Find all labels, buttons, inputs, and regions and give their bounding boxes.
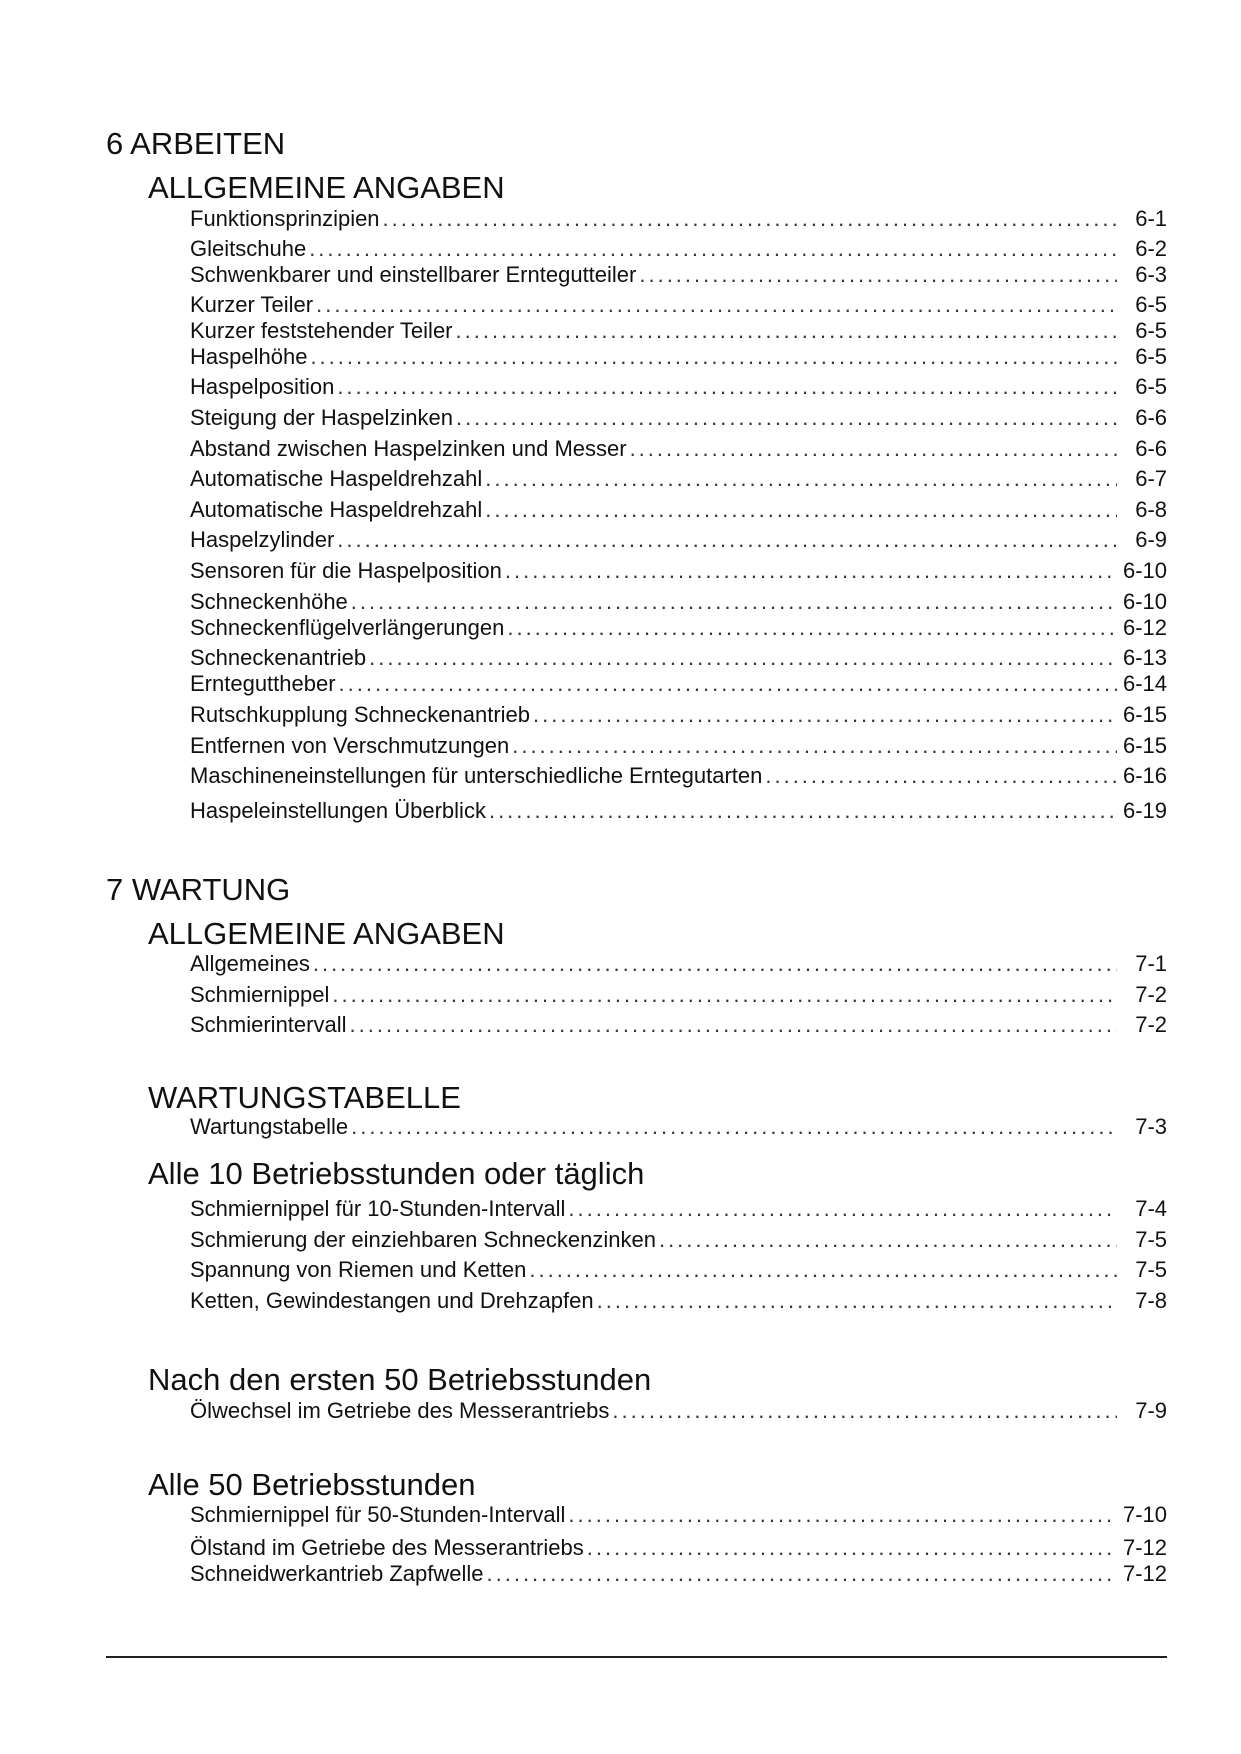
toc-entry-page: 6-5 <box>1135 292 1167 317</box>
leader-dots <box>639 262 1117 288</box>
toc-entry-page: 7-5 <box>1135 1227 1167 1252</box>
toc-entry[interactable] <box>190 405 1167 431</box>
toc-entry-title: Haspeleinstellungen Überblick <box>190 798 486 823</box>
leader-dots <box>659 1227 1117 1253</box>
leader-dots <box>369 645 1117 671</box>
toc-entry[interactable] <box>190 702 1167 728</box>
toc-entry-page: 6-12 <box>1123 615 1168 640</box>
toc-entry[interactable] <box>190 436 1167 462</box>
leader-dots <box>351 1114 1117 1140</box>
toc-entry[interactable] <box>190 1535 1167 1561</box>
toc-entry-page: 7-12 <box>1123 1561 1168 1586</box>
toc-entry-page: 7-4 <box>1135 1196 1167 1221</box>
section-heading: ALLGEMEINE ANGABEN <box>148 916 505 951</box>
leader-dots <box>487 1561 1118 1587</box>
toc-entry[interactable] <box>190 497 1167 523</box>
toc-entry-page: 6-7 <box>1135 466 1167 491</box>
toc-entry[interactable] <box>190 318 1167 344</box>
leader-dots <box>597 1288 1117 1314</box>
footer-divider <box>106 1656 1167 1658</box>
toc-entry[interactable] <box>190 527 1167 553</box>
toc-entry-title: Haspelposition <box>190 374 335 399</box>
toc-entry-title: Schmierintervall <box>190 1012 347 1037</box>
toc-entry-page: 6-2 <box>1135 236 1167 261</box>
toc-entry-title: Schneckenhöhe <box>190 589 348 614</box>
leader-dots <box>505 558 1117 584</box>
section-heading: Alle 50 Betriebsstunden <box>148 1467 476 1502</box>
toc-entry[interactable] <box>190 262 1167 288</box>
leader-dots <box>337 374 1117 400</box>
leader-dots <box>316 292 1117 318</box>
leader-dots <box>587 1535 1117 1561</box>
toc-entry-page: 7-8 <box>1135 1288 1167 1313</box>
toc-entry-page: 6-6 <box>1135 405 1167 430</box>
leader-dots <box>339 671 1117 697</box>
toc-entry[interactable] <box>190 1114 1167 1140</box>
toc-entry[interactable] <box>190 1227 1167 1253</box>
toc-entry-title: Ernteguttheber <box>190 671 336 696</box>
toc-entry-title: Schneidwerkantrieb Zapfwelle <box>190 1561 484 1586</box>
toc-entry-title: Rutschkupplung Schneckenantrieb <box>190 702 531 727</box>
toc-entry-title: Spannung von Riemen und Ketten <box>190 1257 527 1282</box>
toc-entry[interactable] <box>190 558 1167 584</box>
toc-entry-page: 6-8 <box>1135 497 1167 522</box>
leader-dots <box>568 1502 1117 1528</box>
leader-dots <box>568 1196 1117 1222</box>
toc-entry[interactable] <box>190 236 1167 262</box>
toc-entry[interactable] <box>190 982 1167 1008</box>
toc-entry-page: 6-10 <box>1123 589 1168 614</box>
toc-entry[interactable] <box>190 589 1167 615</box>
toc-entry-page: 7-10 <box>1123 1502 1168 1527</box>
toc-entry[interactable] <box>190 1561 1167 1587</box>
toc-entry-title: Schneckenantrieb <box>190 645 367 670</box>
toc-entry-title: Haspelhöhe <box>190 344 308 369</box>
toc-entry[interactable] <box>190 951 1167 977</box>
toc-entry-title: Schneckenflügelverlängerungen <box>190 615 505 640</box>
toc-entry[interactable] <box>190 615 1167 641</box>
leader-dots <box>529 1257 1117 1283</box>
leader-dots <box>309 236 1117 262</box>
leader-dots <box>351 589 1117 615</box>
toc-entry-page: 7-1 <box>1135 951 1167 976</box>
toc-entry-page: 6-5 <box>1135 344 1167 369</box>
leader-dots <box>489 798 1117 824</box>
toc-entry-title: Automatische Haspeldrehzahl <box>190 466 483 491</box>
chapter-7-title: 7 WARTUNG <box>106 872 291 907</box>
toc-entry-title: Sensoren für die Haspelposition <box>190 558 502 583</box>
toc-entry-page: 7-2 <box>1135 982 1167 1007</box>
toc-entry-title: Ketten, Gewindestangen und Drehzapfen <box>190 1288 594 1313</box>
toc-entry-page: 6-1 <box>1135 206 1167 231</box>
leader-dots <box>383 206 1117 232</box>
leader-dots <box>512 733 1117 759</box>
toc-entry-page: 6-9 <box>1135 527 1167 552</box>
leader-dots <box>765 763 1117 789</box>
toc-entry-title: Maschineneinstellungen für unterschiedliche Erntegutarten <box>190 763 763 788</box>
leader-dots <box>313 951 1117 977</box>
leader-dots <box>485 466 1117 492</box>
toc-entry-title: Automatische Haspeldrehzahl <box>190 497 483 522</box>
section-heading: Alle 10 Betriebsstunden oder täglich <box>148 1156 645 1191</box>
toc-entry-title: Funktionsprinzipien <box>190 206 380 231</box>
leader-dots <box>630 436 1117 462</box>
toc-entry-title: Schmiernippel für 50-Stunden-Intervall <box>190 1502 566 1527</box>
toc-entry-page: 7-5 <box>1135 1257 1167 1282</box>
toc-entry-page: 6-5 <box>1135 318 1167 343</box>
toc-entry[interactable] <box>190 733 1167 759</box>
toc-entry-page: 7-9 <box>1135 1398 1167 1423</box>
leader-dots <box>533 702 1117 728</box>
toc-entry-title: Kurzer feststehender Teiler <box>190 318 453 343</box>
toc-entry[interactable] <box>190 344 1167 370</box>
toc-entry[interactable] <box>190 1502 1167 1528</box>
toc-entry-page: 6-14 <box>1123 671 1168 696</box>
section-heading: WARTUNGSTABELLE <box>148 1080 461 1115</box>
leader-dots <box>332 982 1117 1008</box>
toc-entry[interactable] <box>190 1398 1167 1424</box>
leader-dots <box>350 1012 1118 1038</box>
toc-entry[interactable] <box>190 798 1167 824</box>
toc-entry[interactable] <box>190 671 1167 697</box>
toc-entry-title: Schmiernippel <box>190 982 330 1007</box>
chapter-6-title: 6 ARBEITEN <box>106 126 286 161</box>
leader-dots <box>337 527 1117 553</box>
toc-entry-title: Kurzer Teiler <box>190 292 314 317</box>
toc-entry-title: Steigung der Haspelzinken <box>190 405 453 430</box>
toc-entry-title: Ölwechsel im Getriebe des Messerantriebs <box>190 1398 610 1423</box>
section-heading: Nach den ersten 50 Betriebsstunden <box>148 1362 652 1397</box>
toc-entry-title: Wartungstabelle <box>190 1114 349 1139</box>
toc-entry-title: Ölstand im Getriebe des Messerantriebs <box>190 1535 584 1560</box>
toc-entry[interactable] <box>190 645 1167 671</box>
toc-entry-page: 6-6 <box>1135 436 1167 461</box>
toc-entry-title: Abstand zwischen Haspelzinken und Messer <box>190 436 627 461</box>
toc-entry-page: 6-5 <box>1135 374 1167 399</box>
toc-entry-page: 6-15 <box>1123 733 1168 758</box>
toc-entry-page: 6-10 <box>1123 558 1168 583</box>
toc-entry[interactable] <box>190 206 1167 232</box>
leader-dots <box>310 344 1117 370</box>
toc-entry[interactable] <box>190 1288 1167 1314</box>
leader-dots <box>612 1398 1117 1424</box>
toc-entry-page: 6-3 <box>1135 262 1167 287</box>
toc-entry-page: 6-15 <box>1123 702 1168 727</box>
toc-entry-title: Entfernen von Verschmutzungen <box>190 733 510 758</box>
toc-entry-title: Schmierung der einziehbaren Schneckenzinken <box>190 1227 656 1252</box>
toc-entry-page: 6-13 <box>1123 645 1168 670</box>
toc-entry-page: 7-2 <box>1135 1012 1167 1037</box>
toc-entry[interactable] <box>190 292 1167 318</box>
toc-entry-page: 7-3 <box>1135 1114 1167 1139</box>
toc-entry[interactable] <box>190 374 1167 400</box>
toc-entry-page: 6-16 <box>1123 763 1168 788</box>
toc-entry[interactable] <box>190 1257 1167 1283</box>
leader-dots <box>485 497 1117 523</box>
leader-dots <box>507 615 1117 641</box>
leader-dots <box>456 405 1117 431</box>
chapter-6-section-heading: ALLGEMEINE ANGABEN <box>148 170 505 205</box>
toc-entry-page: 6-19 <box>1123 798 1168 823</box>
toc-entry[interactable] <box>190 1012 1167 1038</box>
toc-entry-title: Schwenkbarer und einstellbarer Erntegutteiler <box>190 262 637 287</box>
toc-entry-title: Haspelzylinder <box>190 527 335 552</box>
toc-entry-title: Gleitschuhe <box>190 236 307 261</box>
toc-entry-title: Allgemeines <box>190 951 310 976</box>
leader-dots <box>456 318 1117 344</box>
toc-entry-title: Schmiernippel für 10-Stunden-Intervall <box>190 1196 566 1221</box>
toc-entry-page: 7-12 <box>1123 1535 1168 1560</box>
toc-entry[interactable] <box>190 466 1167 492</box>
toc-entry[interactable] <box>190 1196 1167 1222</box>
toc-entry[interactable] <box>190 763 1167 789</box>
